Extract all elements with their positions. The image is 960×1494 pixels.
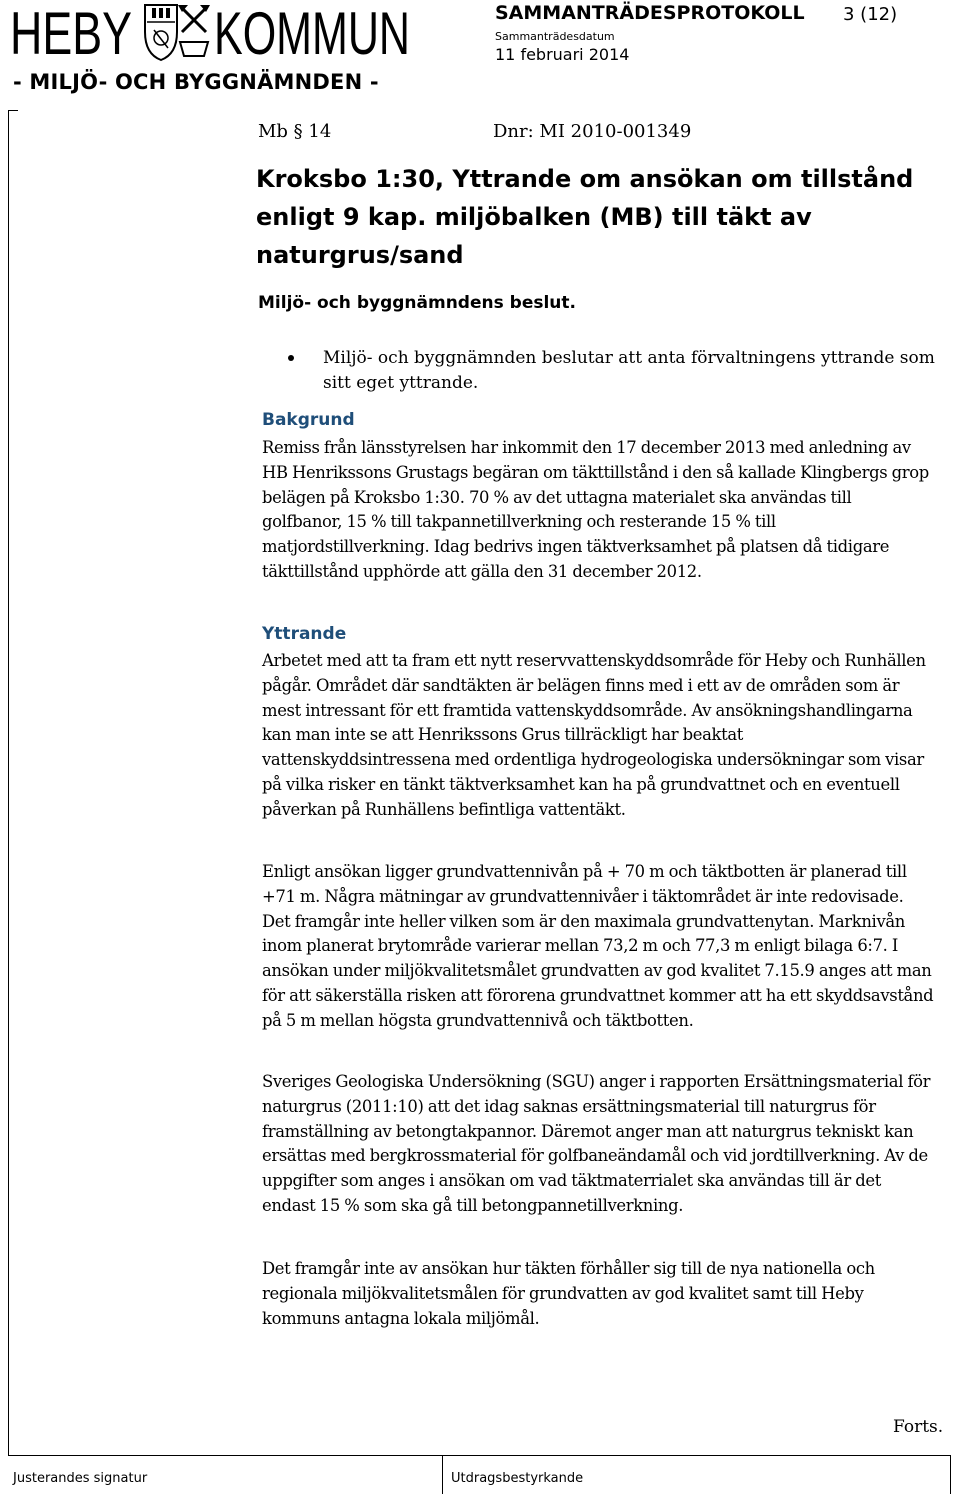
coat-of-arms-icon (145, 5, 177, 60)
protocol-title: SAMMANTRÄDESPROTOKOLL (495, 2, 805, 24)
section-heading-bakgrund: Bakgrund (262, 410, 355, 430)
yttrande-paragraph-2: Enligt ansökan ligger grundvattennivån på + 70 m och täktbotten är planerad till +71 m. Några mätningar av grundvattennivåer i täktområdet är inte redovisade. Det framgår inte heller vilken som är den maximala grundvattenytan. Marknivån inom planerat brytområde varierar mellan 73,2 m och 77,3 m enligt bilaga 6:7. I ansökan under miljökvalitetsmålet grundvatten av god kvalitet 7.15.9 anges att man för att säkerställa risken att förorena grundvattnet kommer att ha ett skyddsavstånd på 5 m mellan högsta grundvattennivå och täktbotten. (262, 862, 934, 1030)
paragraph-number: Mb § 14 (258, 121, 332, 142)
decision-text: Miljö- och byggnämnden beslutar att anta förvaltningens yttrande som sitt eget yttrande. (323, 348, 935, 393)
department-name: - MILJÖ- OCH BYGGNÄMNDEN - (13, 70, 379, 94)
yttrande-paragraph-1: Arbetet med att ta fram ett nytt reservvattenskyddsområde för Heby och Runhällen pågår. Området där sandtäkten är belägen finns med i ett av de områden som är mest intressant för ett framtida vattenskyddsområde. Av ansökningshandlingarna kan man inte se att Henrikssons Grus tillräckligt har beaktat vattenskyddsintressena med ordentliga hydrogeologiska undersökningar som visar på vilka risker en tänkt täktverksamhet kan ha på grundvattnet och en eventuell påverkan på Runhällens befintliga vattentäkt. (262, 651, 926, 819)
certification-label: Utdragsbestyrkande (451, 1471, 584, 1486)
case-title: Kroksbo 1:30, Yttrande om ansökan om tillstånd enligt 9 kap. miljöbalken (MB) till täkt av naturgrus/sand (256, 165, 914, 269)
meeting-date: 11 februari 2014 (495, 45, 630, 64)
footer-divider-left (442, 1455, 443, 1494)
left-margin-rule (8, 110, 9, 1455)
signature-label: Justerandes signatur (13, 1471, 148, 1486)
yttrande-paragraph-3: Sveriges Geologiska Undersökning (SGU) anger i rapporten Ersättningsmaterial för naturgrus (2011:10) att det idag saknas ersättningsmaterial till naturgrus för framställning av betongtakpannor. Däremot anger man att naturgrus tekniskt kan ersättas med bergkrossmaterial för golfbaneändamål och vid jordtillverkning. Av de uppgifter som anges i ansökan om vad täktmaterrialet ska användas till är det endast 15 % som ska gå till betongpannetillverkning. (262, 1072, 931, 1215)
header-rule (8, 110, 18, 111)
diary-number: Dnr: MI 2010-001349 (493, 121, 692, 142)
heby-kommun-logo (10, 0, 410, 67)
section-heading-yttrande: Yttrande (262, 624, 347, 644)
yttrande-paragraph-4: Det framgår inte av ansökan hur täkten förhåller sig till de nya nationella och regionala miljökvalitetsmålen för grundvatten av god kvalitet samt till Heby kommuns antagna lokala miljömål. (262, 1259, 875, 1328)
crossed-tools-icon (178, 5, 210, 56)
bakgrund-paragraph: Remiss från länsstyrelsen har inkommit den 17 december 2013 med anledning av HB Henrikssons Grustags begäran om täkttillstånd i den så kallade Klingbergs grop belägen på Kroksbo 1:30. 70 % av det uttagna materialet ska användas till golfbanor, 15 % till takpannetillverkning och resterande 15 % till matjordstillverkning. Idag bedrivs ingen täktverksamhet på platsen då tidigare täkttillstånd upphörde att gälla den 31 december 2012. (262, 438, 929, 581)
meeting-date-label: Sammanträdesdatum (495, 30, 615, 43)
footer-divider-right (950, 1455, 951, 1494)
decision-heading: Miljö- och byggnämndens beslut. (258, 293, 576, 313)
footer-rule (8, 1455, 950, 1456)
logo-text-kommun: KOMMUN (214, 0, 410, 67)
continued-label: Forts. (893, 1417, 944, 1437)
logo-text-heby: HEBY (10, 0, 132, 67)
page-number: 3 (12) (843, 4, 898, 25)
bullet-icon (288, 355, 294, 361)
